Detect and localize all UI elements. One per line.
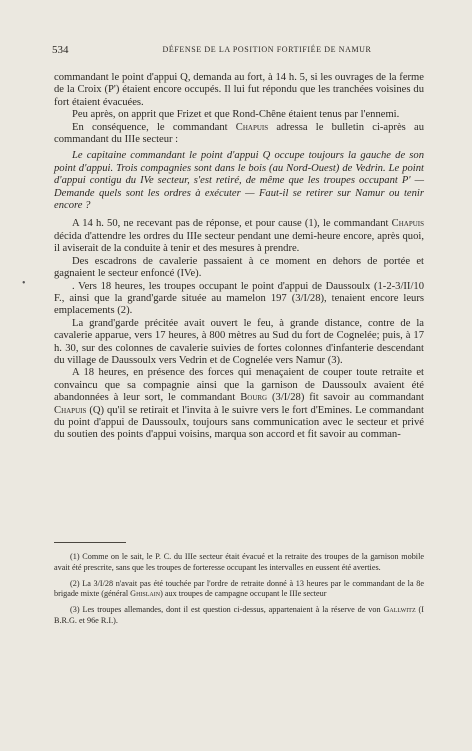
footnote-3-text-a: (3) Les troupes allemandes, dont il est question ci-dessus, appartenaient à la réserve de von: [70, 605, 384, 615]
name-chapuis: Chapuis: [54, 404, 87, 416]
paragraph-8: La grand'garde précitée avait ouvert le feu, à grande distance, contre de la cavalerie apparue, vers 17 heures, à 800 mètres au Sud du fort de Cognelée; puis, à 17 h. 30, sur des colonnes de cavalerie suivies de fortes colonnes d'infanterie descendant du village de Daussoulx vers Vedrin et de Cognelée vers Namur (3).: [54, 317, 424, 366]
body-text: [54, 72, 424, 442]
name-chapuis: Chapuis: [391, 218, 424, 230]
footnote-3: [54, 605, 424, 627]
paragraph-2: Peu après, on apprit que Frizet et que Rond-Chêne étaient tenus par l'ennemi.: [72, 109, 400, 121]
paragraph-9-text-c: (Q) qu'il se retirait et l'invita à le suivre vers le fort d'Emines. Le commandant du point d'appui de Daussoulx, toujours sans communication avec le secteur et privé du soutien des points d'appui voisins, marqua son accord et fit savoir au comman-: [54, 404, 424, 441]
paragraph-1: commandant le point d'appui Q, demanda au fort, à 14 h. 5, si les ouvrages de la ferme de la Croix (P') étaient encore occupés. Il lui fut répondu que les tranchées voisines du fort étaient évacuées.: [54, 72, 424, 108]
footnote-2: [54, 579, 424, 601]
paragraph-9: [54, 367, 424, 441]
footnote-1: (1) Comme on le sait, le P. C. du IIIe secteur était évacué et la retraite des troupes de la garnison mobile avait été prescrite, sans que les troupes de forteresse occupant les intervalles en eussent été averties.: [54, 552, 424, 572]
footnotes: [54, 552, 424, 632]
footnote-2-text-b: ) aux troupes de campagne occupant le IIIe secteur: [160, 589, 327, 599]
quoted-bulletin: Le capitaine commandant le point d'appui Q occupe toujours la gauche de son point d'appui. Trois compagnies sont dans le bois (au Nord-Ouest) de Vedrin. Le point d'appui contigu du IVe secteur, s'est retiré, de même que les troupes occupant P' — Demande quels sont les ordres à exécuter — Faut-il se retirer sur Namur ou tenir encore ?: [54, 150, 424, 212]
paragraph-7: . Vers 18 heures, les troupes occupant le point d'appui de Daussoulx (1-2-3/II/10 F., ainsi que la grand'garde située au mamelon 197 (3/I/28), tenaient encore leurs emplacements (2).: [54, 280, 424, 317]
paragraph-3-text-b: adressa le bulletin ci-après au commandant du IIIe secteur :: [54, 121, 424, 146]
page-number: 534: [52, 44, 69, 56]
footnote-divider: [54, 542, 126, 543]
page-header: [52, 44, 422, 58]
paragraph-3-text-a: En conséquence, le commandant: [72, 121, 236, 133]
paragraph-5-text-b: décida d'attendre les ordres du IIIe secteur pendant une demi-heure encore, après quoi, il aviserait de la conduite à tenir et des mesures à prendre.: [54, 230, 424, 255]
name-gallwitz: Gallwitz: [383, 605, 416, 615]
running-head: DÉFENSE DE LA POSITION FORTIFIÉE DE NAMUR: [162, 45, 372, 54]
name-ghislain: Ghislain: [130, 589, 161, 599]
footnote-3-text-b: (I B.R.G. et 96e R.I.).: [54, 605, 425, 625]
paragraph-5-text-a: A 14 h. 50, ne recevant pas de réponse, et pour cause (1), le commandant: [72, 218, 392, 230]
paragraph-6: Des escadrons de cavalerie passaient à ce moment en dehors de portée et gagnaient le secteur enfoncé (IVe).: [54, 255, 424, 280]
paragraph-5: [54, 218, 424, 255]
paragraph-3: [54, 122, 424, 147]
paragraph-9-text-a: A 18 heures, en présence des forces qui menaçaient de couper toute retraite et convaincu que sa compagnie ainsi que la garnison de Daussoulx avaient été abandonnées à leur sort, le commandant: [54, 367, 424, 404]
paragraph-9-text-b: (3/I/28) fit savoir au commandant: [267, 392, 424, 404]
name-bourg: Bourg: [240, 392, 268, 404]
footnote-2-text-a: (2) La 3/I/28 n'avait pas été touchée par l'ordre de retraite donné à 13 heures par le commandant de la 8e brigade mixte (général: [54, 578, 424, 599]
margin-mark: •: [22, 278, 26, 289]
name-chapuis: Chapuis: [235, 121, 269, 133]
